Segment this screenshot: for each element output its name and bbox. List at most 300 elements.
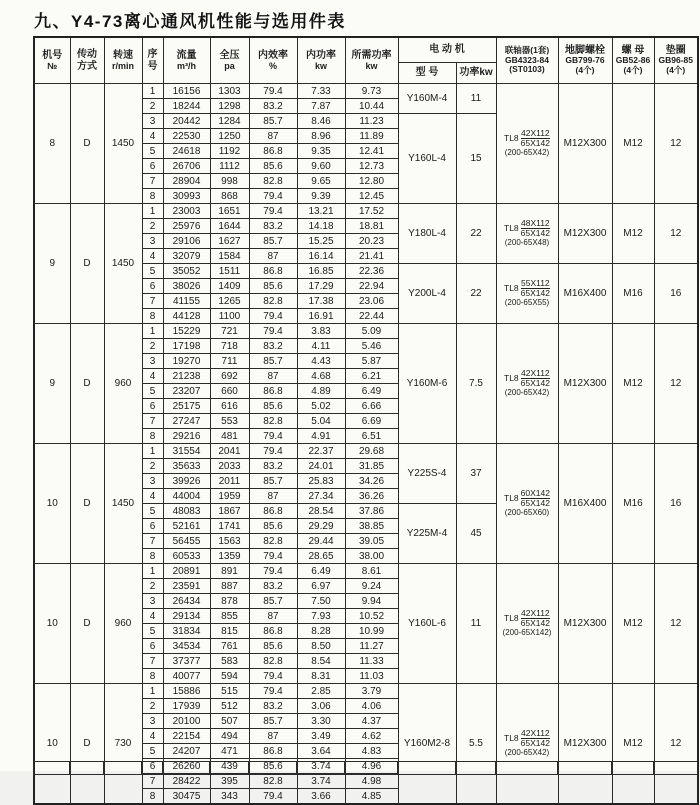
cell-nut: M12 bbox=[612, 564, 654, 684]
cell-flow: 17198 bbox=[163, 339, 210, 354]
cell-motor-model: Y180L-4 bbox=[398, 204, 456, 264]
header-text: 转速 bbox=[113, 49, 133, 61]
cell-flow: 37377 bbox=[163, 654, 210, 669]
cell-flow: 31834 bbox=[163, 624, 210, 639]
cell-anchor-bolt: M12X300 bbox=[558, 564, 612, 684]
cell-internal-power: 28.65 bbox=[297, 549, 345, 564]
cell-pressure: 1959 bbox=[210, 489, 249, 504]
header-unit: kw bbox=[314, 61, 327, 72]
cell-serial: 2 bbox=[142, 99, 163, 114]
coupling-spec bbox=[497, 279, 558, 307]
cell-drive-mode: D bbox=[70, 564, 104, 684]
coupling-note: (200-65X42) bbox=[504, 748, 550, 758]
cell-internal-power: 4.11 bbox=[297, 339, 345, 354]
cell-flow: 22530 bbox=[163, 129, 210, 144]
cell-internal-power: 4.89 bbox=[297, 384, 345, 399]
cell-flow: 22154 bbox=[163, 729, 210, 744]
cell-drive-mode: D bbox=[70, 444, 104, 564]
col-header-nut bbox=[612, 37, 654, 84]
cell-washer: 12 bbox=[654, 84, 698, 204]
cell-coupling bbox=[496, 684, 558, 805]
cell-coupling bbox=[496, 84, 558, 204]
cell-motor-power: 45 bbox=[456, 504, 496, 564]
cell-speed: 1450 bbox=[104, 84, 142, 204]
cell-pressure: 2041 bbox=[210, 444, 249, 459]
cell-pressure: 998 bbox=[210, 174, 249, 189]
cell-serial: 1 bbox=[142, 324, 163, 339]
cell-serial: 5 bbox=[142, 504, 163, 519]
coupling-size-fraction: $\frac{42X112}{65X142}$ bbox=[520, 608, 550, 629]
cell-efficiency: 79.4 bbox=[249, 669, 297, 684]
cell-flow: 26706 bbox=[163, 159, 210, 174]
cell-efficiency: 85.6 bbox=[249, 399, 297, 414]
cell-motor-model: Y160L-6 bbox=[398, 564, 456, 684]
cell-internal-power: 4.91 bbox=[297, 429, 345, 444]
coupling-note: (200-65X42) bbox=[504, 388, 550, 398]
cell-required-power: 10.99 bbox=[345, 624, 398, 639]
cell-speed: 730 bbox=[104, 684, 142, 805]
cell-pressure: 815 bbox=[210, 624, 249, 639]
cell-internal-power: 29.29 bbox=[297, 519, 345, 534]
cell-flow: 19270 bbox=[163, 354, 210, 369]
cell-machine-no: 10 bbox=[34, 684, 70, 805]
cell-nut: M16 bbox=[612, 444, 654, 564]
col-header-flow bbox=[163, 37, 210, 84]
data-row bbox=[34, 204, 698, 219]
header-text: 机号 bbox=[42, 49, 63, 61]
cell-flow: 16156 bbox=[163, 84, 210, 99]
cell-pressure: 1651 bbox=[210, 204, 249, 219]
cell-efficiency: 86.8 bbox=[249, 624, 297, 639]
cell-internal-power: 2.85 bbox=[297, 684, 345, 699]
cell-pressure: 878 bbox=[210, 594, 249, 609]
cell-motor-power: 22 bbox=[456, 204, 496, 264]
cell-machine-no: 9 bbox=[34, 324, 70, 444]
cell-efficiency: 82.8 bbox=[249, 294, 297, 309]
cell-flow: 38026 bbox=[163, 279, 210, 294]
cell-efficiency: 85.6 bbox=[249, 519, 297, 534]
cell-serial: 5 bbox=[142, 384, 163, 399]
header-text: 流量 bbox=[176, 49, 197, 61]
cell-efficiency: 85.7 bbox=[249, 594, 297, 609]
cell-anchor-bolt: M12X300 bbox=[558, 204, 612, 264]
cell-flow: 31554 bbox=[163, 444, 210, 459]
cell-pressure: 660 bbox=[210, 384, 249, 399]
coupling-type: TL8 bbox=[504, 223, 519, 234]
cell-internal-power: 13.21 bbox=[297, 204, 345, 219]
cell-pressure: 439 bbox=[210, 759, 249, 774]
cell-serial: 6 bbox=[142, 519, 163, 534]
cell-flow: 28904 bbox=[163, 174, 210, 189]
cell-pressure: 1250 bbox=[210, 129, 249, 144]
header-unit: % bbox=[268, 61, 277, 72]
cell-required-power: 4.85 bbox=[345, 789, 398, 805]
cell-efficiency: 85.7 bbox=[249, 714, 297, 729]
cell-serial: 2 bbox=[142, 579, 163, 594]
cell-internal-power: 16.85 bbox=[297, 264, 345, 279]
cell-efficiency: 85.6 bbox=[249, 759, 297, 774]
cell-coupling bbox=[496, 204, 558, 264]
cell-speed: 1450 bbox=[104, 444, 142, 564]
cell-efficiency: 83.2 bbox=[249, 459, 297, 474]
cell-serial: 1 bbox=[142, 444, 163, 459]
header-count: (4个) bbox=[575, 65, 595, 76]
cell-flow: 21238 bbox=[163, 369, 210, 384]
cell-required-power: 20.23 bbox=[345, 234, 398, 249]
cell-motor-model: Y225M-4 bbox=[398, 504, 456, 564]
cell-efficiency: 85.7 bbox=[249, 354, 297, 369]
cell-flow: 18244 bbox=[163, 99, 210, 114]
coupling-type: TL8 bbox=[504, 733, 519, 744]
cell-motor-model: Y160M-6 bbox=[398, 324, 456, 444]
cell-serial: 1 bbox=[142, 84, 163, 99]
data-row bbox=[34, 84, 698, 99]
performance-table-body bbox=[34, 84, 698, 805]
cell-serial: 1 bbox=[142, 564, 163, 579]
cell-efficiency: 83.2 bbox=[249, 579, 297, 594]
cell-flow: 30475 bbox=[163, 789, 210, 805]
cell-pressure: 1284 bbox=[210, 114, 249, 129]
cell-serial: 4 bbox=[142, 369, 163, 384]
cell-flow: 29216 bbox=[163, 429, 210, 444]
data-row bbox=[34, 444, 698, 459]
cell-internal-power: 9.39 bbox=[297, 189, 345, 204]
cell-efficiency: 79.4 bbox=[249, 309, 297, 324]
cell-serial: 3 bbox=[142, 594, 163, 609]
header-text: 号 bbox=[147, 60, 158, 72]
cell-flow: 35633 bbox=[163, 459, 210, 474]
cell-pressure: 343 bbox=[210, 789, 249, 805]
cell-pressure: 616 bbox=[210, 399, 249, 414]
cell-efficiency: 79.4 bbox=[249, 564, 297, 579]
header-count: (4个) bbox=[666, 65, 686, 76]
coupling-note: (200-65X60) bbox=[504, 508, 550, 518]
cell-flow: 23207 bbox=[163, 384, 210, 399]
header-standard: (ST0103) bbox=[509, 64, 545, 75]
cell-pressure: 1112 bbox=[210, 159, 249, 174]
cell-required-power: 8.61 bbox=[345, 564, 398, 579]
cell-efficiency: 85.6 bbox=[249, 159, 297, 174]
cell-motor-power: 11 bbox=[456, 84, 496, 114]
cell-serial: 6 bbox=[142, 399, 163, 414]
cell-efficiency: 87 bbox=[249, 489, 297, 504]
cell-flow: 29134 bbox=[163, 609, 210, 624]
cell-efficiency: 79.4 bbox=[249, 429, 297, 444]
cell-washer: 16 bbox=[654, 264, 698, 324]
cell-flow: 23591 bbox=[163, 579, 210, 594]
coupling-type: TL8 bbox=[504, 493, 519, 504]
cell-pressure: 1298 bbox=[210, 99, 249, 114]
cell-drive-mode: D bbox=[70, 84, 104, 204]
coupling-spec bbox=[497, 369, 558, 397]
cell-efficiency: 87 bbox=[249, 609, 297, 624]
cell-efficiency: 79.4 bbox=[249, 549, 297, 564]
col-header-internal-power bbox=[297, 37, 345, 84]
header-text: 地脚螺栓 bbox=[565, 44, 605, 56]
header-unit: m³/h bbox=[177, 61, 196, 72]
cell-internal-power: 8.50 bbox=[297, 639, 345, 654]
header-standard: GB96-85 bbox=[658, 55, 693, 66]
cell-machine-no: 8 bbox=[34, 84, 70, 204]
cell-serial: 2 bbox=[142, 339, 163, 354]
cell-efficiency: 86.8 bbox=[249, 504, 297, 519]
cell-anchor-bolt: M12X300 bbox=[558, 684, 612, 805]
cell-efficiency: 83.2 bbox=[249, 99, 297, 114]
header-text: 螺 母 bbox=[621, 44, 645, 56]
cell-pressure: 887 bbox=[210, 579, 249, 594]
cell-flow: 28422 bbox=[163, 774, 210, 789]
cell-coupling bbox=[496, 264, 558, 324]
cell-required-power: 38.85 bbox=[345, 519, 398, 534]
cell-serial: 2 bbox=[142, 459, 163, 474]
cell-required-power: 11.03 bbox=[345, 669, 398, 684]
cell-flow: 25175 bbox=[163, 399, 210, 414]
cell-flow: 60533 bbox=[163, 549, 210, 564]
cell-required-power: 11.89 bbox=[345, 129, 398, 144]
col-header-motor: 电 动 机 bbox=[398, 37, 496, 63]
cell-serial: 1 bbox=[142, 204, 163, 219]
header-standard: GB799-76 bbox=[565, 55, 605, 66]
cell-coupling bbox=[496, 564, 558, 684]
header-count: (4个) bbox=[623, 65, 643, 76]
cell-required-power: 12.80 bbox=[345, 174, 398, 189]
cell-internal-power: 3.49 bbox=[297, 729, 345, 744]
cell-anchor-bolt: M16X400 bbox=[558, 444, 612, 564]
cell-flow: 15229 bbox=[163, 324, 210, 339]
cell-internal-power: 3.83 bbox=[297, 324, 345, 339]
cell-serial: 5 bbox=[142, 264, 163, 279]
cell-washer: 12 bbox=[654, 324, 698, 444]
cell-nut: M12 bbox=[612, 684, 654, 805]
header-unit: № bbox=[47, 61, 58, 72]
cell-internal-power: 27.34 bbox=[297, 489, 345, 504]
cell-anchor-bolt: M16X400 bbox=[558, 264, 612, 324]
cell-efficiency: 79.4 bbox=[249, 84, 297, 99]
cell-nut: M16 bbox=[612, 264, 654, 324]
cell-required-power: 23.06 bbox=[345, 294, 398, 309]
cell-internal-power: 3.74 bbox=[297, 759, 345, 774]
col-header-drive bbox=[70, 37, 104, 84]
col-header-coupling bbox=[496, 37, 558, 84]
cell-required-power: 39.05 bbox=[345, 534, 398, 549]
cell-pressure: 494 bbox=[210, 729, 249, 744]
cell-internal-power: 7.87 bbox=[297, 99, 345, 114]
coupling-spec bbox=[497, 129, 558, 157]
cell-anchor-bolt: M12X300 bbox=[558, 324, 612, 444]
header-text: 联轴器(1套) bbox=[504, 44, 550, 55]
header-text: 方式 bbox=[77, 60, 97, 72]
cell-flow: 25976 bbox=[163, 219, 210, 234]
cell-speed: 960 bbox=[104, 564, 142, 684]
cell-coupling bbox=[496, 324, 558, 444]
cell-required-power: 29.68 bbox=[345, 444, 398, 459]
cell-pressure: 711 bbox=[210, 354, 249, 369]
cell-washer: 12 bbox=[654, 204, 698, 264]
cell-internal-power: 3.66 bbox=[297, 789, 345, 805]
col-header-serial bbox=[142, 37, 163, 84]
cell-internal-power: 8.46 bbox=[297, 114, 345, 129]
cell-efficiency: 85.7 bbox=[249, 234, 297, 249]
coupling-note: (200-65X142) bbox=[502, 628, 552, 638]
cell-required-power: 12.45 bbox=[345, 189, 398, 204]
cell-required-power: 31.85 bbox=[345, 459, 398, 474]
cell-machine-no: 10 bbox=[34, 564, 70, 684]
cell-required-power: 4.37 bbox=[345, 714, 398, 729]
cell-washer: 16 bbox=[654, 444, 698, 564]
coupling-size-fraction: $\frac{42X112}{65X142}$ bbox=[520, 128, 550, 149]
header-text: 内功率 bbox=[306, 49, 336, 61]
cell-required-power: 22.44 bbox=[345, 309, 398, 324]
cell-efficiency: 79.4 bbox=[249, 789, 297, 805]
coupling-size-fraction: $\frac{60X142}{65X142}$ bbox=[520, 488, 550, 509]
cell-flow: 39926 bbox=[163, 474, 210, 489]
header-standard: GB4323-84 bbox=[505, 54, 549, 65]
next-table-top-edge bbox=[33, 761, 698, 775]
clipped-row bbox=[34, 762, 698, 775]
cell-serial: 3 bbox=[142, 474, 163, 489]
cell-internal-power: 17.29 bbox=[297, 279, 345, 294]
cell-serial: 8 bbox=[142, 789, 163, 805]
cell-required-power: 3.79 bbox=[345, 684, 398, 699]
cell-flow: 40077 bbox=[163, 669, 210, 684]
cell-pressure: 507 bbox=[210, 714, 249, 729]
cell-flow: 20891 bbox=[163, 564, 210, 579]
cell-flow: 26434 bbox=[163, 594, 210, 609]
cell-pressure: 1100 bbox=[210, 309, 249, 324]
cell-pressure: 1563 bbox=[210, 534, 249, 549]
coupling-spec bbox=[497, 489, 558, 517]
header-unit: r/min bbox=[111, 61, 134, 72]
cell-efficiency: 82.8 bbox=[249, 414, 297, 429]
cell-motor-model: Y160L-4 bbox=[398, 114, 456, 204]
cell-required-power: 11.27 bbox=[345, 639, 398, 654]
cell-internal-power: 9.60 bbox=[297, 159, 345, 174]
cell-coupling bbox=[496, 444, 558, 564]
cell-pressure: 583 bbox=[210, 654, 249, 669]
cell-pressure: 721 bbox=[210, 324, 249, 339]
cell-internal-power: 7.33 bbox=[297, 84, 345, 99]
cell-required-power: 38.00 bbox=[345, 549, 398, 564]
cell-drive-mode: D bbox=[70, 324, 104, 444]
coupling-type: TL8 bbox=[504, 133, 519, 144]
coupling-spec bbox=[497, 609, 558, 637]
cell-efficiency: 87 bbox=[249, 129, 297, 144]
cell-internal-power: 28.54 bbox=[297, 504, 345, 519]
cell-serial: 5 bbox=[142, 744, 163, 759]
cell-serial: 7 bbox=[142, 414, 163, 429]
cell-efficiency: 83.2 bbox=[249, 219, 297, 234]
cell-internal-power: 6.49 bbox=[297, 564, 345, 579]
header-text: 所需功率 bbox=[351, 49, 392, 61]
cell-flow: 20100 bbox=[163, 714, 210, 729]
cell-speed: 960 bbox=[104, 324, 142, 444]
cell-flow: 24207 bbox=[163, 744, 210, 759]
col-header-washer bbox=[654, 37, 698, 84]
cell-efficiency: 79.4 bbox=[249, 684, 297, 699]
cell-anchor-bolt: M12X300 bbox=[558, 84, 612, 204]
cell-flow: 20442 bbox=[163, 114, 210, 129]
cell-efficiency: 83.2 bbox=[249, 339, 297, 354]
cell-required-power: 11.33 bbox=[345, 654, 398, 669]
cell-required-power: 36.26 bbox=[345, 489, 398, 504]
cell-flow: 32079 bbox=[163, 249, 210, 264]
data-row bbox=[34, 564, 698, 579]
cell-pressure: 692 bbox=[210, 369, 249, 384]
cell-efficiency: 86.8 bbox=[249, 744, 297, 759]
cell-required-power: 6.49 bbox=[345, 384, 398, 399]
cell-motor-model: Y160M2-8 bbox=[398, 684, 456, 805]
cell-serial: 2 bbox=[142, 699, 163, 714]
cell-efficiency: 86.8 bbox=[249, 264, 297, 279]
cell-pressure: 1303 bbox=[210, 84, 249, 99]
cell-required-power: 9.94 bbox=[345, 594, 398, 609]
cell-flow: 26260 bbox=[163, 759, 210, 774]
cell-efficiency: 87 bbox=[249, 249, 297, 264]
cell-serial: 8 bbox=[142, 669, 163, 684]
header-unit: pa bbox=[224, 61, 235, 72]
cell-serial: 8 bbox=[142, 189, 163, 204]
cell-motor-power: 11 bbox=[456, 564, 496, 684]
cell-flow: 41155 bbox=[163, 294, 210, 309]
col-header-motor-power: 功率kw bbox=[456, 63, 496, 84]
cell-required-power: 37.86 bbox=[345, 504, 398, 519]
cell-motor-model: Y225S-4 bbox=[398, 444, 456, 504]
col-header-efficiency bbox=[249, 37, 297, 84]
cell-required-power: 9.24 bbox=[345, 579, 398, 594]
cell-flow: 52161 bbox=[163, 519, 210, 534]
cell-pressure: 1627 bbox=[210, 234, 249, 249]
header-text: 序 bbox=[147, 49, 158, 60]
coupling-size-fraction: $\frac{55X112}{65X142}$ bbox=[520, 278, 550, 299]
coupling-type: TL8 bbox=[504, 373, 519, 384]
header-text: 全压 bbox=[219, 49, 240, 61]
cell-drive-mode: D bbox=[70, 684, 104, 805]
cell-nut: M12 bbox=[612, 204, 654, 264]
cell-required-power: 5.09 bbox=[345, 324, 398, 339]
cell-internal-power: 8.54 bbox=[297, 654, 345, 669]
cell-motor-power: 7.5 bbox=[456, 324, 496, 444]
cell-internal-power: 7.93 bbox=[297, 609, 345, 624]
cell-pressure: 395 bbox=[210, 774, 249, 789]
cell-internal-power: 9.65 bbox=[297, 174, 345, 189]
cell-required-power: 21.41 bbox=[345, 249, 398, 264]
cell-required-power: 12.73 bbox=[345, 159, 398, 174]
cell-serial: 4 bbox=[142, 489, 163, 504]
cell-serial: 7 bbox=[142, 534, 163, 549]
cell-required-power: 10.44 bbox=[345, 99, 398, 114]
cell-required-power: 9.73 bbox=[345, 84, 398, 99]
cell-serial: 6 bbox=[142, 759, 163, 774]
coupling-size-fraction: $\frac{42X112}{65X142}$ bbox=[520, 368, 550, 389]
coupling-note: (200-65X42) bbox=[504, 148, 550, 158]
cell-washer: 12 bbox=[654, 564, 698, 684]
cell-internal-power: 4.43 bbox=[297, 354, 345, 369]
cell-serial: 6 bbox=[142, 279, 163, 294]
cell-required-power: 4.83 bbox=[345, 744, 398, 759]
col-header-motor-model: 型 号 bbox=[398, 63, 456, 84]
cell-efficiency: 82.8 bbox=[249, 654, 297, 669]
cell-required-power: 5.87 bbox=[345, 354, 398, 369]
cell-machine-no: 9 bbox=[34, 204, 70, 324]
cell-pressure: 481 bbox=[210, 429, 249, 444]
performance-table bbox=[33, 36, 699, 805]
data-row bbox=[34, 324, 698, 339]
cell-internal-power: 5.02 bbox=[297, 399, 345, 414]
cell-serial: 7 bbox=[142, 294, 163, 309]
cell-internal-power: 14.18 bbox=[297, 219, 345, 234]
header-text: 垫圈 bbox=[665, 44, 686, 56]
cell-required-power: 11.23 bbox=[345, 114, 398, 129]
